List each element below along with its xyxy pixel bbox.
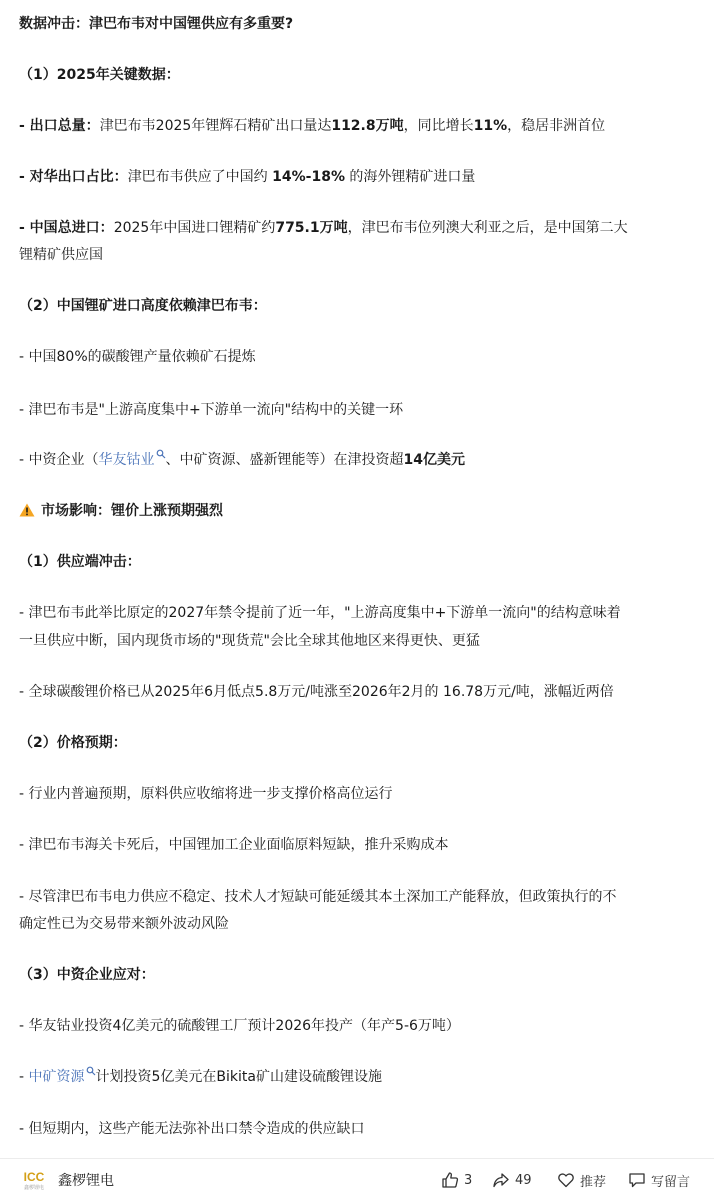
recommend-button[interactable] [556,1169,606,1191]
section-title-chinese-response: （3）中资企业应对： [19,967,155,983]
para-price-1: - 行业内普遍预期，原料供应收缩将进一步支撑价格高位运行 [19,786,393,802]
comment-icon [627,1170,647,1190]
import-volume-value: 775.1万吨 [275,220,348,236]
text-fragment: 的海外锂精矿进口量 [344,169,476,185]
text-fragment: 津巴布韦供应了中国约 [127,169,273,185]
like-button[interactable] [440,1169,472,1191]
section-title-dependence: （2）中国锂矿进口高度依赖津巴布韦： [19,298,267,314]
text-fragment: ，稳居非洲首位 [507,118,606,134]
repost-count: 49 [515,1172,532,1188]
recommend-label: 推荐 [580,1174,607,1190]
link-zhongkuang-resources[interactable]: 中矿资源 [28,1069,85,1085]
comment-button[interactable] [627,1169,690,1191]
investment-value: 14亿美元 [403,452,465,468]
section-title-price-expectation: （2）价格预期： [19,735,127,751]
comment-label: 写留言 [651,1174,691,1190]
para-dependence-1: - 中国80%的碳酸锂产量依赖矿石提炼 [19,349,256,365]
text-fragment: - [19,1069,29,1085]
section-title-key-data: （1）2025年关键数据： [19,67,180,83]
section-title-supply-shock: （1）供应端冲击： [19,554,141,570]
author-name[interactable]: 鑫椤锂电 [58,1173,114,1189]
market-impact-title: 市场影响：锂价上涨预期强烈 [41,503,223,519]
section-title-market-impact [19,498,699,524]
thumbs-up-icon [440,1170,460,1190]
text-fragment: 津巴布韦2025年锂辉石精矿出口量达 [99,118,332,134]
text-fragment: 、中矿资源、盛新锂能等）在津投资超 [165,452,404,468]
warning-icon [19,503,35,517]
heart-icon [556,1170,576,1190]
text-fragment: - 中资企业（ [19,452,99,468]
label-export-total: - 出口总量： [19,118,100,134]
para-export-total [19,113,699,139]
svg-text:鑫椤锂电: 鑫椤锂电 [23,1185,45,1191]
para-dependence-2: - 津巴布韦是"上游高度集中+下游单一流向"结构中的关键一环 [19,402,404,418]
text-fragment: ，同比增长 [403,118,474,134]
text-fragment: 2025年中国进口锂精矿约 [113,220,276,236]
growth-value: 11% [473,118,508,134]
export-volume-value: 112.8万吨 [331,118,404,134]
para-response-3: - 但短期内，这些产能无法弥补出口禁令造成的供应缺口 [19,1121,365,1137]
share-value: 14%-18% [272,169,345,185]
brand-logo[interactable] [21,1169,47,1191]
share-icon [491,1170,511,1190]
text-fragment: 计划投资5亿美元在Bikita矿山建设硫酸锂设施 [95,1069,382,1085]
para-response-2 [19,1064,699,1090]
repost-button[interactable] [491,1169,532,1191]
para-supply-shock-1-line2: 一旦供应中断，国内现货市场的"现货荒"会比全球其他地区来得更快、更猛 [19,633,480,649]
para-china-import-line2: 锂精矿供应国 [19,247,103,263]
para-china-import [19,215,699,241]
para-supply-shock-2: - 全球碳酸锂价格已从2025年6月低点5.8万元/吨涨至2026年2月的 16.78万元/吨，涨幅近两倍 [19,684,614,700]
para-response-1: - 华友钴业投资4亿美元的硫酸锂工厂预计2026年投产（年产5-6万吨） [19,1018,460,1034]
link-huayou-cobalt[interactable]: 华友钴业 [98,452,155,468]
search-icon[interactable] [156,449,166,459]
text-fragment: ，津巴布韦位列澳大利亚之后，是中国第二大 [347,220,628,236]
svg-text:ICC: ICC [23,1170,45,1184]
like-count: 3 [464,1172,473,1188]
label-china-share: - 对华出口占比： [19,169,128,185]
para-price-2: - 津巴布韦海关卡死后，中国锂加工企业面临原料短缺，推升采购成本 [19,837,449,853]
article-heading: 数据冲击：津巴布韦对中国锂供应有多重要? [19,16,294,32]
search-icon[interactable] [86,1066,96,1076]
para-china-share [19,164,699,190]
label-china-import: - 中国总进口： [19,220,114,236]
para-price-3-line1: - 尽管津巴布韦电力供应不稳定、技术人才短缺可能延缓其本土深加工产能释放，但政策执行的不 [19,889,617,905]
post-footer [0,1159,714,1202]
para-dependence-3 [19,447,699,473]
para-supply-shock-1-line1: - 津巴布韦此举比原定的2027年禁令提前了近一年，"上游高度集中+下游单一流向"的结构意味着 [19,605,621,621]
para-price-3-line2: 确定性已为交易带来额外波动风险 [19,916,229,932]
